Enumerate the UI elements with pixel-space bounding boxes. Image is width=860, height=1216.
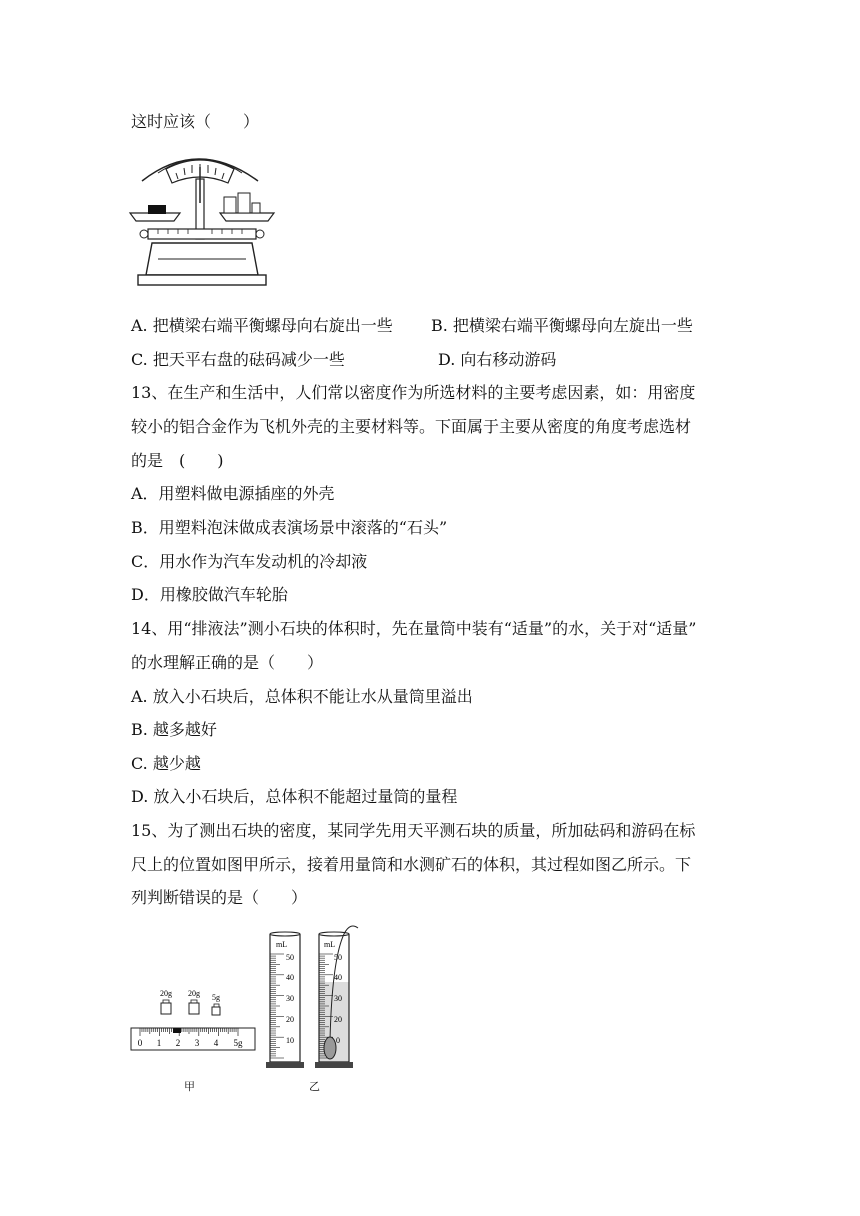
weight-label: 5g [212, 993, 220, 1002]
q13-line-1: 13、在生产和生活中，人们常以密度作为所选材料的主要考虑因素，如：用密度 [131, 383, 696, 402]
scale-tick-label: 4 [213, 1038, 219, 1048]
q13-line-3: 的是 ( ) [131, 451, 224, 470]
q14-line-2: 的水理解正确的是（ ） [131, 653, 324, 672]
q14-line-1: 14、用“排液法”测小石块的体积时，先在量筒中装有“适量”的水，关于对“适量” [131, 619, 697, 638]
q12-option-d: D. 向右移动游码 [438, 350, 557, 369]
unit-label: mL [276, 940, 288, 949]
scale-tick-label: 5g [233, 1038, 243, 1048]
q12-stem: 这时应该（ ） [131, 112, 260, 131]
cylinder-right [315, 926, 358, 1068]
q15-line-2: 尺上的位置如图甲所示，接着用量筒和水测矿石的体积，其过程如图乙所示。下 [131, 855, 692, 874]
tick-label: 50 [286, 953, 294, 962]
q15-line-3: 列判断错误的是（ ） [131, 888, 308, 907]
q13-option-a: A．用塑料做电源插座的外壳 [131, 484, 335, 503]
tick-label: 20 [334, 1015, 342, 1024]
q14-option-b: B. 越多越好 [131, 720, 217, 739]
cylinder-left [266, 932, 304, 1068]
scale-tick-label: 2 [175, 1038, 181, 1048]
tick-label: 10 [286, 1036, 294, 1045]
tick-label: 50 [334, 953, 342, 962]
figure-jia [128, 980, 260, 1060]
tick-label: 40 [286, 973, 294, 982]
q12-option-a: A. 把横梁右端平衡螺母向右旋出一些 [131, 316, 393, 335]
q12-option-b: B. 把横梁右端平衡螺母向左旋出一些 [431, 316, 693, 335]
q13-option-b: B．用塑料泡沫做成表演场景中滚落的“石头” [131, 518, 448, 537]
stone-icon [324, 1037, 336, 1059]
tick-label: 30 [286, 994, 294, 1003]
figure-yi [262, 920, 366, 1072]
weight-icon [212, 1004, 220, 1015]
q15-line-1: 15、为了测出石块的密度，某同学先用天平测石块的质量，所加砝码和游码在标 [131, 821, 696, 840]
q14-option-c: C. 越少越 [131, 754, 201, 773]
q14-option-d: D. 放入小石块后，总体积不能超过量筒的量程 [131, 787, 458, 806]
q13-line-2: 较小的铝合金作为飞机外壳的主要材料等。下面属于主要从密度的角度考虑选材 [131, 417, 692, 436]
figure-jia-caption: 甲 [184, 1080, 195, 1093]
unit-label: mL [324, 940, 336, 949]
tick-label: 0 [336, 1036, 340, 1045]
q13-option-c: C．用水作为汽车发动机的冷却液 [131, 552, 368, 571]
rider-marker [173, 1028, 181, 1033]
figure-yi-caption: 乙 [309, 1080, 320, 1093]
scale-tick-label: 3 [194, 1038, 200, 1048]
balance-figure [128, 143, 276, 291]
tick-label: 20 [286, 1015, 294, 1024]
weight-icon [161, 1000, 171, 1014]
scale-tick-label: 0 [137, 1038, 143, 1048]
weight-label: 20g [188, 989, 200, 998]
tick-label: 40 [334, 973, 342, 982]
weight-icon [189, 1000, 199, 1014]
q14-option-a: A. 放入小石块后，总体积不能让水从量筒里溢出 [131, 687, 473, 706]
q13-option-d: D．用橡胶做汽车轮胎 [131, 585, 288, 604]
weight-label: 20g [160, 989, 172, 998]
scale-tick-label: 1 [156, 1038, 162, 1048]
tick-label: 30 [334, 994, 342, 1003]
q12-option-c: C. 把天平右盘的砝码减少一些 [131, 350, 345, 369]
